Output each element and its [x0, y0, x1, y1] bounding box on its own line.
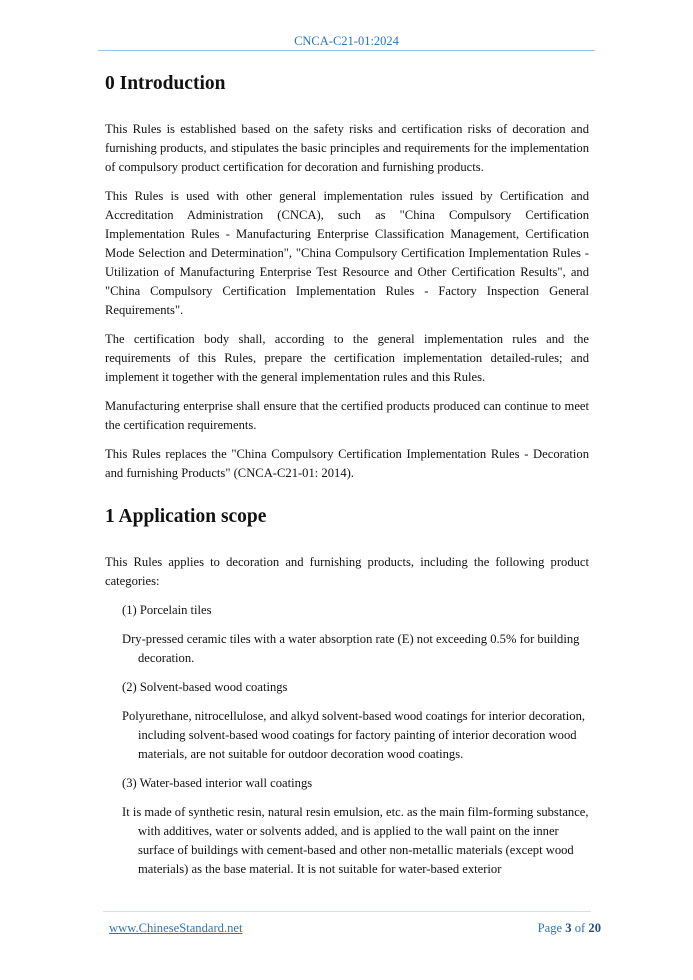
list-item-label: (3) Water-based interior wall coatings	[122, 776, 313, 790]
list-item-description: Polyurethane, nitrocellulose, and alkyd solvent-based wood coatings for interior decoration, including solvent-based wood coatings for factory painting of interior decoration wood materials, are not suitable for outdoor decoration wood coatings.	[122, 709, 586, 761]
running-header: CNCA-C21-01:2024	[294, 34, 399, 48]
page-label: Page	[537, 921, 563, 935]
footer-divider	[103, 911, 591, 912]
section-heading-application-scope: 1 Application scope	[105, 506, 267, 527]
list-item-label: (2) Solvent-based wood coatings	[122, 680, 288, 694]
list-item-label: (1) Porcelain tiles	[122, 603, 212, 617]
paragraph: This Rules is used with other general implementation rules issued by Certification and Accreditation Administration (CNCA), such as "China Compulsory Certification Implementation Rules - Manufacturing Enterprise Classification Management, Certification Mode Selection and Determination", "China Compulsory Certification Implementation Rules - Utilization of Manufacturing Enterprise Test Resource and Other Certification Results", and "China Compulsory Certification Implementation Rules - Factory Inspection General Requirements".	[105, 189, 589, 317]
total-pages: 20	[588, 921, 601, 935]
section-heading-introduction: 0 Introduction	[105, 73, 226, 94]
list-item-description: Dry-pressed ceramic tiles with a water absorption rate (E) not exceeding 0.5% for building decoration.	[122, 632, 580, 665]
page-number: 3	[565, 921, 572, 935]
paragraph: The certification body shall, according to the general implementation rules and the requirements of this Rules, prepare the certification implementation detailed-rules; and implement it together with the general implementation rules and this Rules.	[105, 332, 589, 384]
page-indicator	[538, 921, 601, 936]
header-divider	[98, 50, 595, 51]
page-content	[105, 70, 589, 889]
list-item-description: It is made of synthetic resin, natural resin emulsion, etc. as the main film-forming substance, with additives, water or solvents added, and is applied to the wall paint on the inner surface of buildings with cement-based and other non-metallic materials (except wood materials) as the base material. It is not suitable for water-based exterior	[122, 805, 589, 876]
paragraph: This Rules applies to decoration and furnishing products, including the following product categories:	[105, 555, 589, 588]
paragraph: This Rules replaces the "China Compulsory Certification Implementation Rules - Decoration and furnishing Products" (CNCA-C21-01: 2014).	[105, 447, 589, 480]
website-link[interactable]: www.ChineseStandard.net	[109, 921, 243, 935]
of-label: of	[574, 921, 586, 935]
paragraph: Manufacturing enterprise shall ensure that the certified products produced can continue to meet the certification requirements.	[105, 399, 589, 432]
paragraph: This Rules is established based on the safety risks and certification risks of decoration and furnishing products, and stipulates the basic principles and requirements for the implementation of compulsory product certification for decoration and furnishing products.	[105, 122, 589, 174]
